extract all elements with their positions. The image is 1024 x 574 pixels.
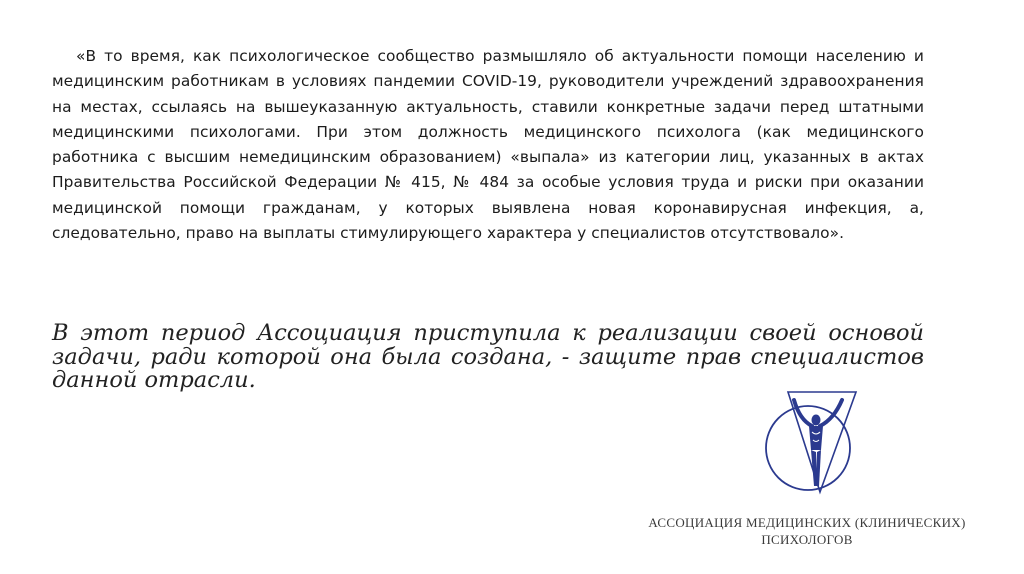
association-statement: В этот период Ассоциация приступила к реализации своей основой задачи, ради которой она была создана, - защите прав специалистов данной отрасли. (52, 320, 924, 393)
org-name-line-1: АССОЦИАЦИЯ МЕДИЦИНСКИХ (КЛИНИЧЕСКИХ) (648, 515, 966, 530)
association-emblem-icon (764, 388, 860, 496)
quote-paragraph: «В то время, как психологическое сообщество размышляло об актуальности помощи населению и медицинским работникам в условиях пандемии COVID-19, руководители учреждений здравоохранения на местах, ссылаясь на вышеуказанную актуальность, ставили конкретные задачи перед штатными медицинскими психологами. При этом должность медицинского психолога (как медицинского работника с высшим немедицинским образованием) «выпала» из категории лиц, указанных в актах Правительства Российской Федерации № 415, № 484 за особые условия труда и риски при оказании медицинской помощи гражданам, у которых выявлена новая коронавирусная инфекция, а, следовательно, право на выплаты стимулирующего характера у специалистов отсутствовало». (52, 47, 924, 243)
organization-name (600, 514, 1014, 548)
org-name-line-2: ПСИХОЛОГОВ (761, 532, 853, 547)
